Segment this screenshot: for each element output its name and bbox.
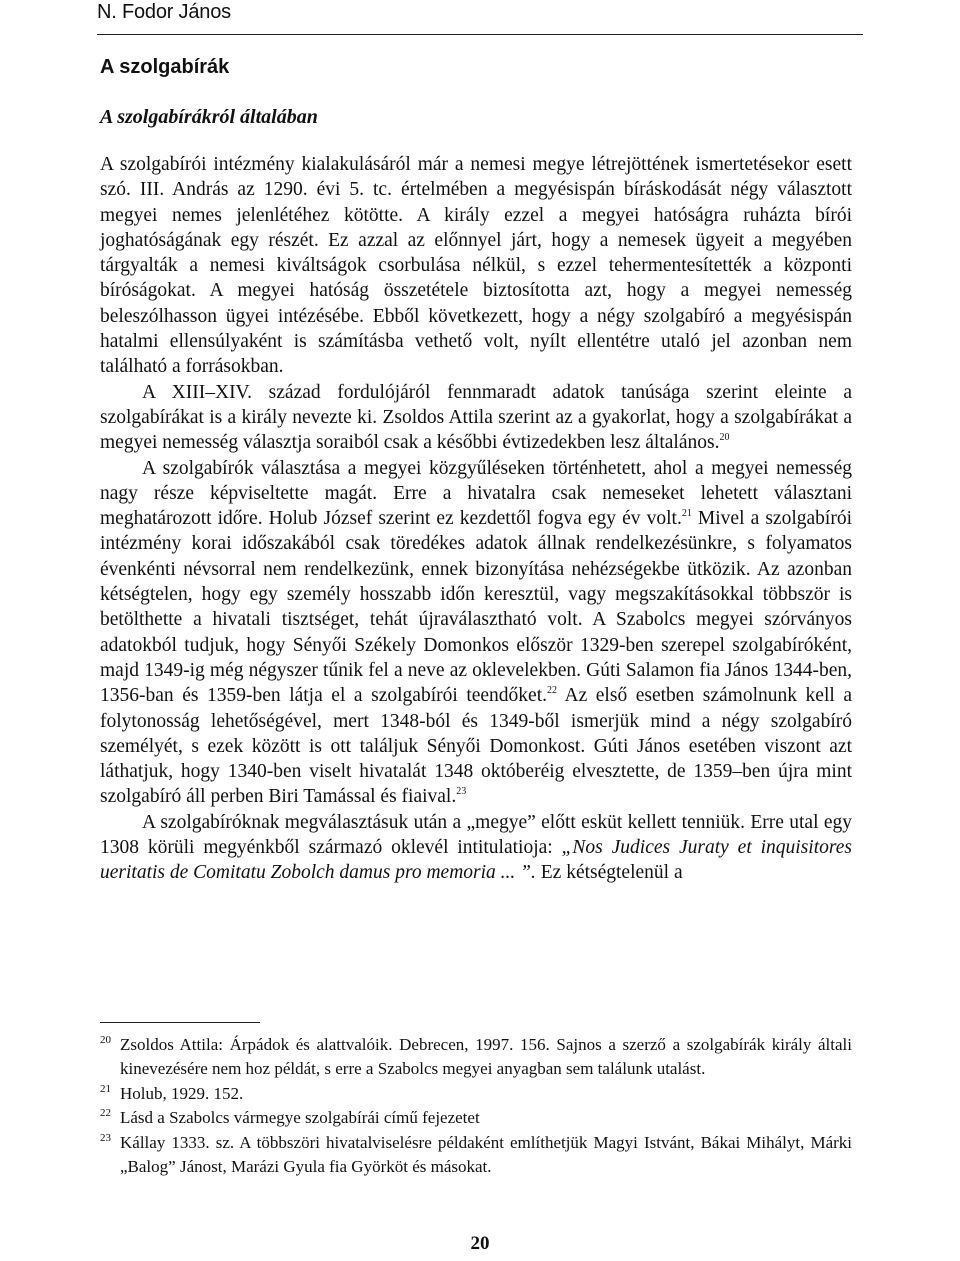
paragraph xyxy=(100,456,852,810)
paragraph xyxy=(100,152,852,380)
footnote-reference: 23 xyxy=(456,786,467,798)
footnote-rule xyxy=(100,1022,260,1023)
footnotes xyxy=(100,1022,852,1179)
footnote-text: Zsoldos Attila: Árpádok és alattvalóik. Debrecen, 1997. 156. Sajnos a szerző a szolgabírák király általi kinevezésére nem hoz példát, s erre a Szabolcs megyei anyagban sem találunk utalást. xyxy=(120,1035,852,1079)
footnote-text: Holub, 1929. 152. xyxy=(120,1083,244,1103)
author-name: N. Fodor János xyxy=(97,1,231,23)
footnote-reference: 22 xyxy=(547,685,558,697)
footnote-text: Kállay 1333. sz. A többszöri hivatalviselésre példaként említhetjük Magyi Istvánt, Bákai Mihályt, Márki „Balog” Jánost, Marázi Gyula fia Györköt és másokat. xyxy=(120,1132,852,1177)
footnote xyxy=(100,1106,852,1130)
paragraph xyxy=(100,810,852,886)
section-subtitle: A szolgabírákról általában xyxy=(100,106,318,128)
text-run: Mivel a szolgabírói intézmény korai időszakából csak töredékes adatok állnak rendelkezésünkre, s folyamatos évenkénti névsorral nem rendelkezünk, ennek bizonyítása nehézségekbe ütközik. Az azonban kétségtelen, hogy egy személy hosszabb időn keresztül, vagy megszakításokkal többször is betölthette a hivatali tisztséget, tehát újraválasztható volt. A Szabolcs megyei szórványos adatokból tudjuk, hogy Sényői Székely Domonkos először 1329-ben szerepel szolgabíróként, majd 1349-ig még négyszer tűnik fel a neve az oklevelekben. Gúti Salamon fia János 1344-ben, 1356-ban és 1359-ben látja el a szolgabírói teendőket. xyxy=(100,508,852,707)
paragraph xyxy=(100,380,852,456)
footnote xyxy=(100,1082,852,1106)
text-run: A XIII–XIV. század fordulójáról fennmaradt adatok tanúsága szerint eleinte a szolgabírákat is a király nevezte ki. Zsoldos Attila szerint az a gyakorlat, hogy a szolgabírákat a megyei nemesség választja soraiból csak a későbbi évtizedekben lesz általános. xyxy=(100,381,852,454)
footnote xyxy=(100,1131,852,1180)
footnote-reference: 21 xyxy=(681,508,692,520)
footnote-number: 22 xyxy=(100,1107,111,1120)
section-title: A szolgabírák xyxy=(100,56,230,78)
text-run: Az első esetben számolnunk kell a folytonosság lehetőségével, mert 1348-ból és 1349-ből ismerjük mind a négy szolgabíró személyét, s ezek között is ott találjuk Sényői Domonkost. Gúti János esetében viszont azt láthatjuk, hogy 1340-ben viselt hivatalát 1348 októberéig elvesztette, de 1359–ben újra mint szolgabíró áll perben Biri Tamással és fiaival. xyxy=(100,685,852,808)
text-run: Ez kétségtelenül a xyxy=(535,862,683,884)
footnote-text: Lásd a Szabolcs vármegye szolgabírái című fejezetet xyxy=(120,1108,480,1128)
footnote-reference: 20 xyxy=(719,432,730,444)
page-number: 20 xyxy=(470,1233,490,1254)
footnote-number: 21 xyxy=(100,1082,111,1095)
text-run: A szolgabírók választása a megyei közgyűléseken történhetett, ahol a megyei nemesség nagy része képviseltette magát. Erre a hivatalra csak nemeseket lehetett választani meghatározott időre. Holub József szerint ez kezdettől fogva egy év volt. xyxy=(100,457,852,530)
header-rule xyxy=(97,34,863,35)
running-header xyxy=(97,0,863,35)
text-run: A szolgabíróknak megválasztásuk után a „megye” előtt esküt kellett tenniük. Erre utal egy 1308 körüli megyénkből származó oklevél intitulatioja: xyxy=(100,811,852,859)
latin-quote: „Nos Judices Juraty et inquisitores ueritatis de Comitatu Zobolch damus pro memoria ... ”. xyxy=(100,837,853,884)
body-text xyxy=(100,152,852,886)
text-run: A szolgabírói intézmény kialakulásáról már a nemesi megye létrejöttének ismertetésekor esett szó. III. András az 1290. évi 5. tc. értelmében a megyésispán bíráskodását négy választott megyei nemes jelenlétéhez kötötte. A király ezzel a megyei hatóságra ruházta bírói joghatóságának egy részét. Ez azzal az előnnyel járt, hogy a nemesek ügyeit a megyében tárgyalták a nemesi kiváltságok csorbulása nélkül, s ezzel tehermentesítették a központi bíróságokat. A megyei hatóság összetétele biztosította azt, hogy a megyei nemesség beleszólhasson ügyei intézésébe. Ebből következett, hogy a négy szolgabíró a megyésispán hatalmi ellensúlyaként is számításba vethető volt, nyílt ellentétre utaló jel azonban nem található a forrásokban. xyxy=(100,154,852,378)
footnote-number: 23 xyxy=(100,1131,111,1144)
footnote-number: 20 xyxy=(100,1034,111,1046)
footnote xyxy=(100,1033,852,1082)
main-content xyxy=(100,54,852,886)
